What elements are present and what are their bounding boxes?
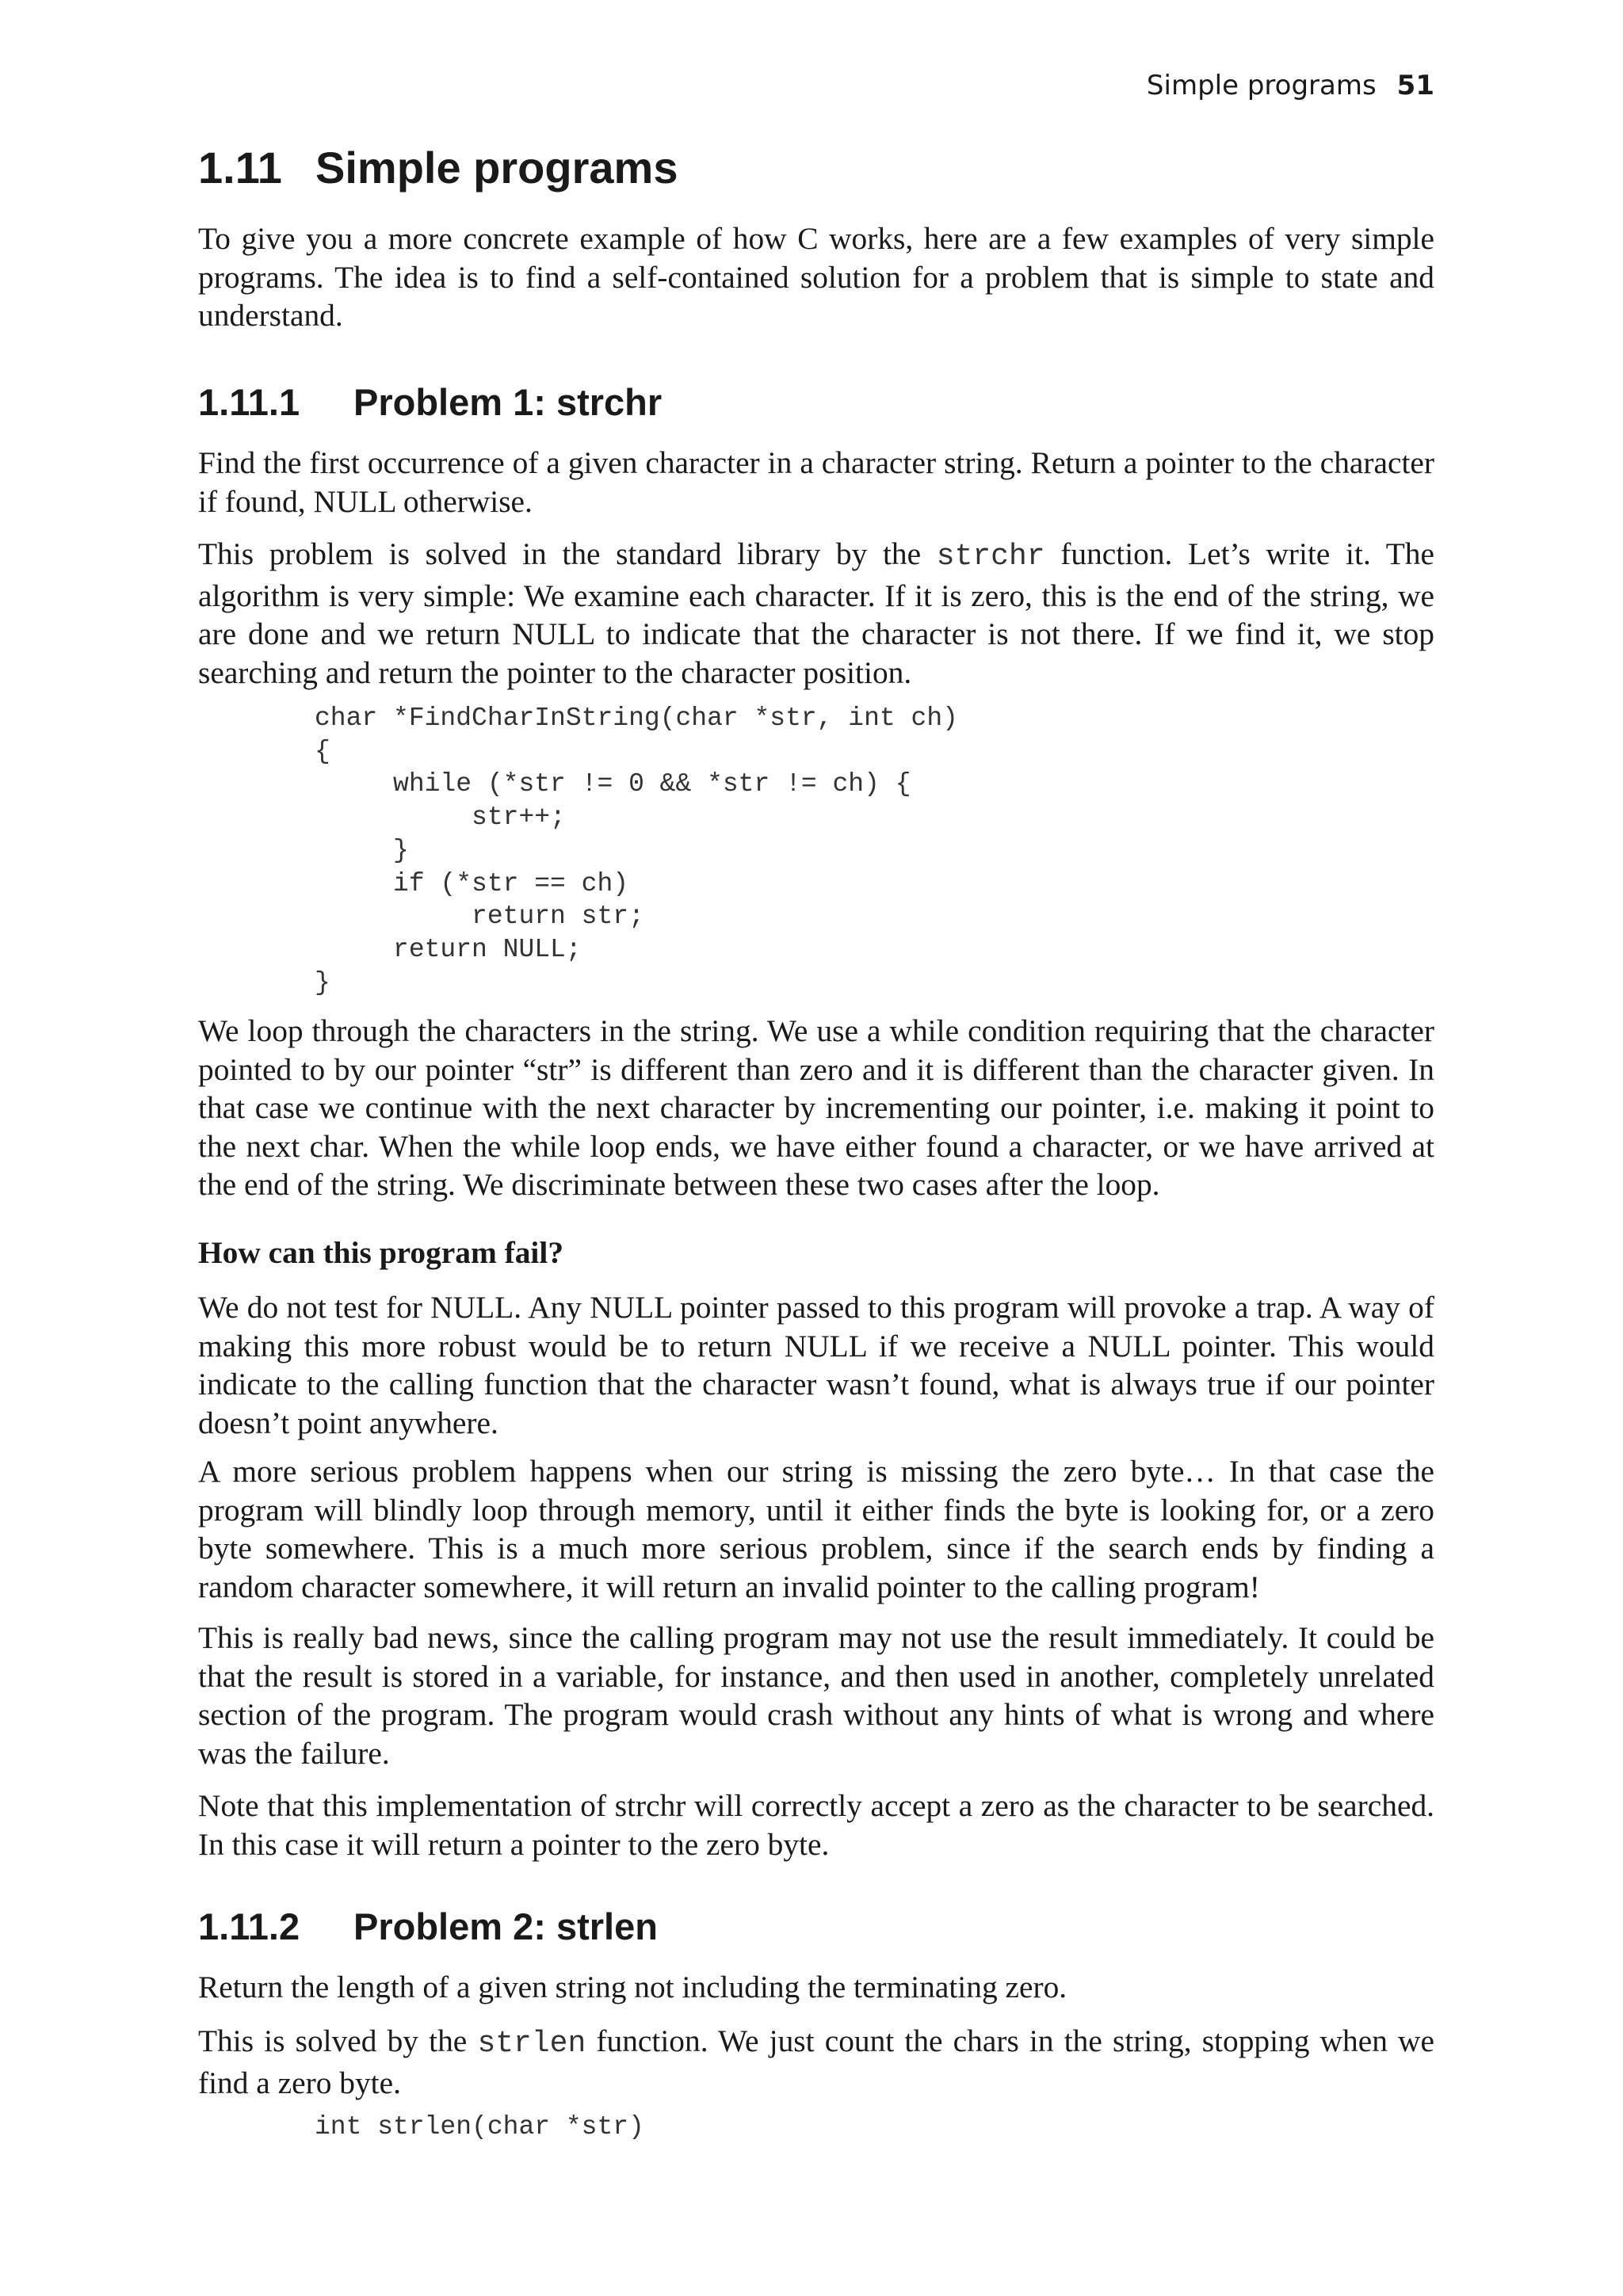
problem1-bad-news: This is really bad news, since the calling program may not use the result immediately. It could be that the result is stored in a variable, for instance, and then used in another, completely unrelated section of the program. The program would crash without any hints of what is wrong and where was the failure. bbox=[198, 1620, 1434, 1771]
problem2-p1-block bbox=[198, 1968, 1434, 2007]
problem1-loop-explanation: We loop through the characters in the string. We use a while condition requiring that the character pointed to by our pointer “str” is different than zero and it is different than the character given. In that case we continue with the next character by incrementing our pointer, i.e. making it point to the next char. When the while loop ends, we have either found a character, or we have arrived at the end of the string. We discriminate between these two cases after the loop. bbox=[198, 1013, 1434, 1203]
problem1-p5-block bbox=[198, 1452, 1434, 1606]
inline-code-strchr: strchr bbox=[936, 540, 1045, 574]
code-line: str++; bbox=[315, 803, 566, 833]
problem1-p2-text-a: This problem is solved in the standard library by the bbox=[198, 536, 937, 571]
problem1-p2-text-b: function. Let’s write it. The algorithm is very simple: We examine each character. If it is zero, this is the end of the string, we are done and we return NULL to indicate that the character is not there. If we find it, we stop searching and return the pointer to the character position. bbox=[198, 536, 1434, 690]
section-intro: To give you a more concrete example of how C works, here are a few examples of very simple programs. The idea is to find a self-contained solution for a problem that is simple to state and understand. bbox=[198, 221, 1434, 334]
fail-heading-block bbox=[198, 1234, 1434, 1272]
running-head-title: Simple programs bbox=[1146, 70, 1377, 101]
problem1-heading bbox=[198, 379, 1434, 426]
problem2-heading bbox=[198, 1903, 1434, 1951]
section-heading bbox=[198, 139, 678, 196]
section-intro-block bbox=[198, 219, 1434, 335]
code-line: if (*str == ch) bbox=[315, 868, 629, 898]
code-listing-findchar bbox=[315, 702, 1345, 999]
section-title: Simple programs bbox=[315, 143, 678, 193]
problem2-explanation bbox=[198, 2022, 1434, 2102]
problem1-explanation bbox=[198, 535, 1434, 692]
code-block-findchar bbox=[315, 702, 1345, 999]
problem2-p2-text-a: This is solved by the bbox=[198, 2023, 478, 2058]
inline-code-strlen: strlen bbox=[477, 2027, 586, 2061]
problem1-p3-block bbox=[198, 1012, 1434, 1204]
code-line: while (*str != 0 && *str != ch) { bbox=[315, 769, 911, 799]
code-listing-strlen: int strlen(char *str) bbox=[315, 2112, 644, 2142]
fail-heading: How can this program fail? bbox=[198, 1235, 564, 1270]
problem2-p2-block bbox=[198, 2022, 1434, 2102]
code-line: } bbox=[315, 835, 409, 865]
problem1-p6-block bbox=[198, 1619, 1434, 1772]
problem1-title: Problem 1: strchr bbox=[353, 381, 663, 423]
code-line: return NULL; bbox=[315, 934, 582, 964]
problem1-statement: Find the first occurrence of a given character in a character string. Return a pointer to the character if found, NULL otherwise. bbox=[198, 445, 1434, 519]
page-number: 51 bbox=[1396, 70, 1434, 101]
problem1-null-test: We do not test for NULL. Any NULL pointer passed to this program will provoke a trap. A way of making this more robust would be to return NULL if we receive a NULL pointer. This would indicate to the calling function that the character wasn’t found, what is always true if our pointer doesn’t point anywhere. bbox=[198, 1290, 1434, 1440]
problem1-p7-block bbox=[198, 1787, 1434, 1863]
running-head bbox=[1147, 70, 1434, 101]
problem2-p2-text-b: function. We just count the chars in the string, stopping when we find a zero byte. bbox=[198, 2023, 1434, 2100]
problem1-heading-block bbox=[198, 379, 1434, 426]
code-line: return str; bbox=[315, 902, 644, 932]
section-number: 1.11 bbox=[198, 143, 282, 193]
problem2-heading-block bbox=[198, 1903, 1434, 1951]
problem1-p4-block bbox=[198, 1288, 1434, 1442]
code-line: char *FindCharInString(char *str, int ch) bbox=[315, 704, 958, 733]
problem1-note: Note that this implementation of strchr will correctly accept a zero as the character to be searched. In this case it will return a pointer to the zero byte. bbox=[198, 1788, 1434, 1862]
problem2-title: Problem 2: strlen bbox=[353, 1905, 658, 1947]
problem2-statement: Return the length of a given string not including the terminating zero. bbox=[198, 1970, 1067, 2004]
problem1-number: 1.11.1 bbox=[198, 381, 300, 423]
problem1-p1-block bbox=[198, 444, 1434, 521]
code-block-strlen bbox=[315, 2111, 1345, 2144]
problem2-number: 1.11.2 bbox=[198, 1905, 300, 1947]
code-line: { bbox=[315, 736, 330, 766]
problem1-zero-byte: A more serious problem happens when our string is missing the zero byte… In that case the program will blindly loop through memory, until it either finds the byte is looking for, or a zero byte somewhere. This is a much more serious problem, since if the search ends by finding a random character somewhere, it will return an invalid pointer to the calling program! bbox=[198, 1454, 1434, 1604]
problem1-p2-block bbox=[198, 535, 1434, 692]
code-line: } bbox=[315, 967, 330, 997]
